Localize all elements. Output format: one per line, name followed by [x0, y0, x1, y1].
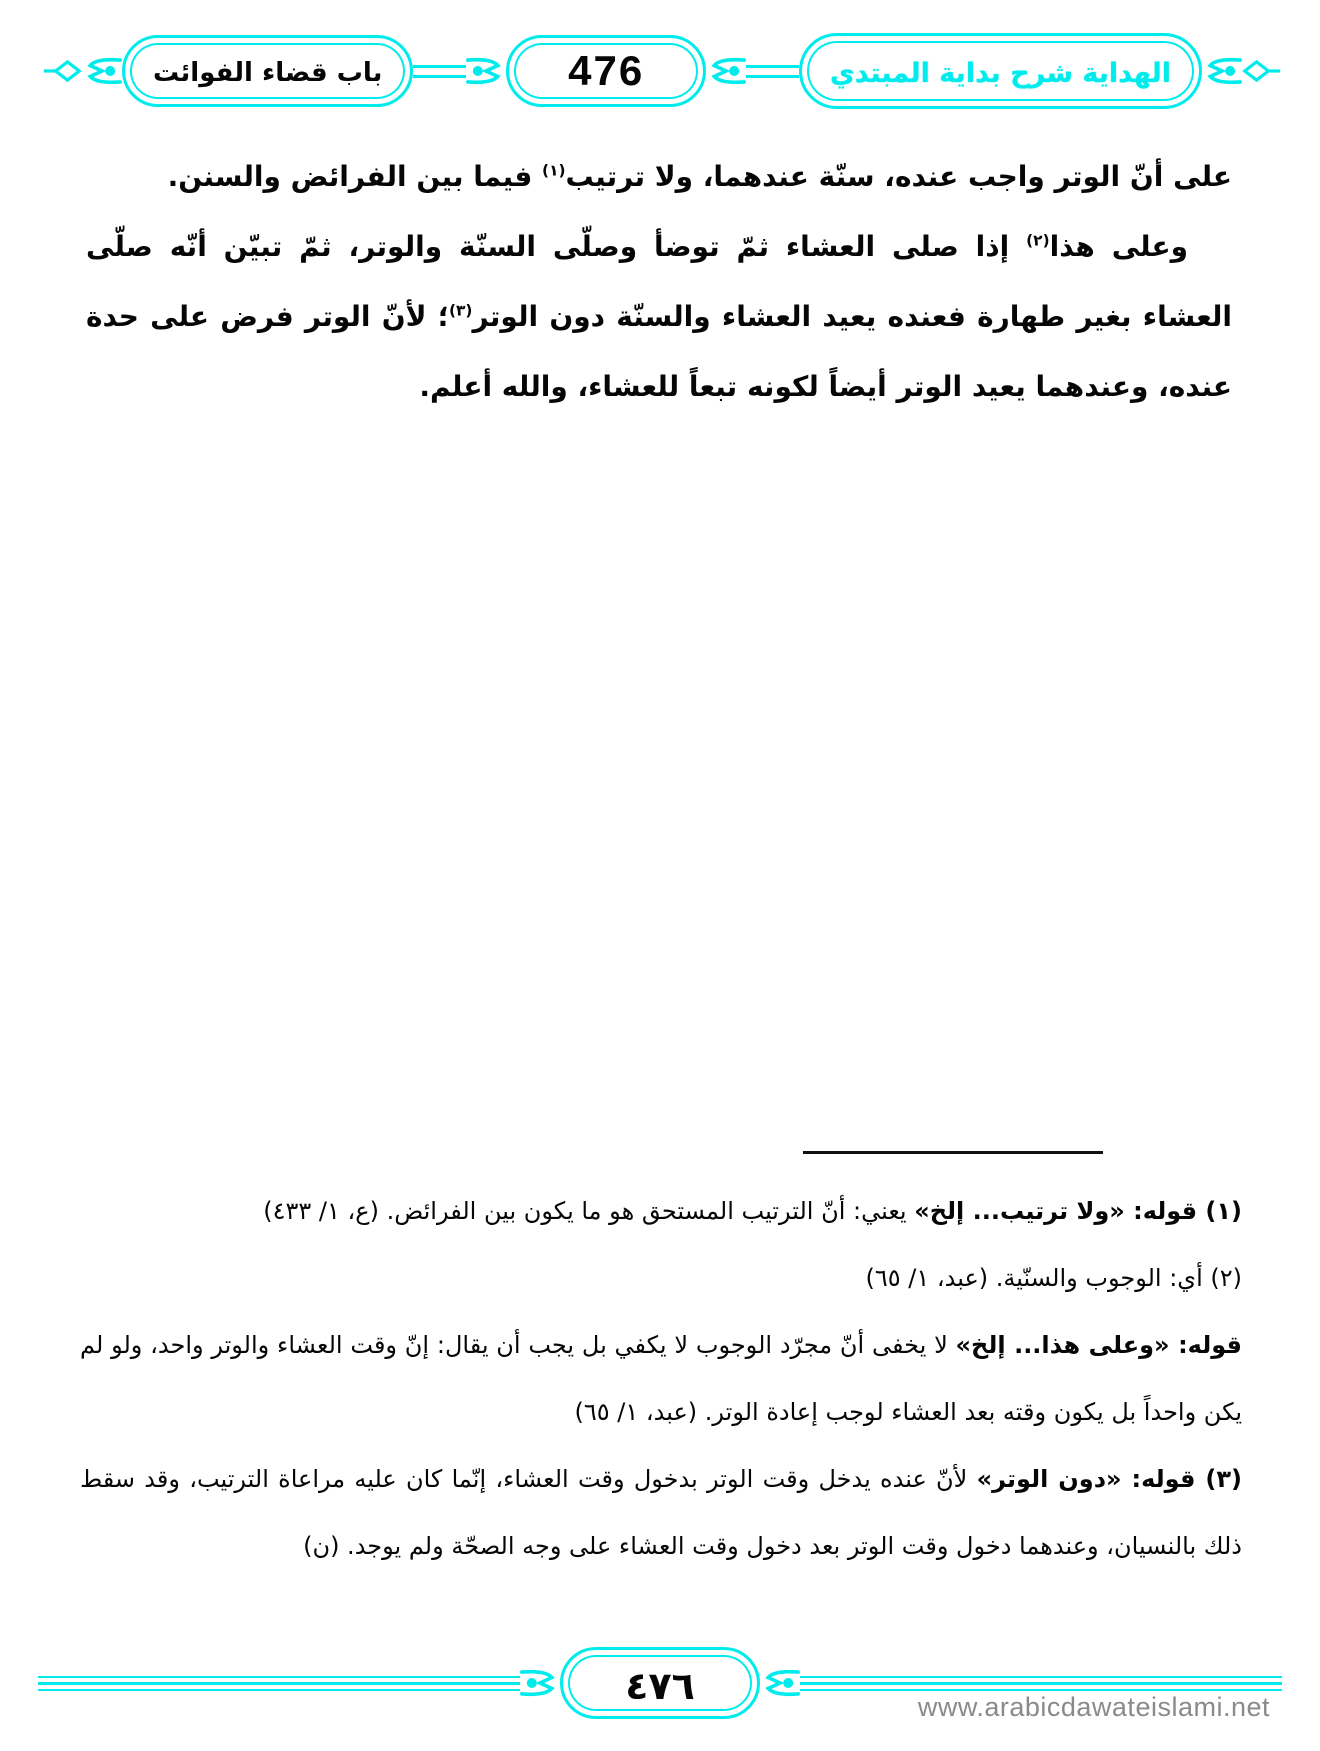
- footnote-2-commentary: قوله: «وعلى هذا... إلخ» لا يخفى أنّ مجرّد الوجوب لا يكفي بل يجب أن يقال: إنّ وقت العشاء والوتر واحد، ولو لم يكن واحداً بل يكون وقته بعد العشاء لوجب إعادة الوتر. (عبد، ١/ ٦٥): [80, 1331, 1242, 1426]
- footer-page-number: ٤٧٦: [625, 1664, 695, 1708]
- chapter-title-capsule: [122, 35, 413, 107]
- body-paragraph: وعلى هذا$^{(٢)}$ إذا صلى العشاء ثمّ توضأ وصلّى السنّة والوتر، ثمّ تبيّن أنّه صلّى العشاء بغير طهارة فعنده يعيد العشاء والسنّة دون الوتر$^{(٣)}$؛ لأنّ الوتر فرض على حدة عنده، وعندهما يعيد الوتر أيضاً لكونه تبعاً للعشاء، والله أعلم.: [86, 230, 1232, 403]
- body-paragraph: على أنّ الوتر واجب عنده، سنّة عندهما، ولا ترتيب$^{(١)}$ فيما بين الفرائض والسنن.: [167, 160, 1232, 193]
- footnotes: [80, 1178, 1242, 1580]
- header-line: [413, 65, 466, 78]
- ornament-clamp-icon: [760, 1668, 800, 1698]
- website-url: www.arabicdawateislami.net: [917, 1692, 1270, 1722]
- chapter-title: باب قضاء الفوائت: [153, 58, 383, 88]
- footer-line: [38, 1676, 520, 1691]
- book-title-capsule: [799, 33, 1202, 109]
- book-title: الهداية شرح بداية المبتدي: [830, 57, 1171, 89]
- ornament-clamp-icon: [1202, 56, 1242, 86]
- header-line: [746, 65, 799, 78]
- ornament-clamp-icon: [466, 56, 506, 86]
- page-number: 476: [568, 47, 645, 94]
- footnote-separator: [803, 1151, 1103, 1154]
- spear-end-icon: [42, 56, 82, 86]
- body-text: [86, 142, 1232, 422]
- footnote-2: (٢) أي: الوجوب والسنّية. (عبد، ١/ ٦٥): [865, 1264, 1242, 1292]
- ornament-clamp-icon: [520, 1668, 560, 1698]
- spear-end-icon: [1242, 56, 1282, 86]
- header-rule: [42, 30, 1282, 112]
- page-number-capsule: [506, 35, 706, 107]
- ornament-clamp-icon: [82, 56, 122, 86]
- footer-line: [800, 1676, 1282, 1691]
- footnote-3: (٣) قوله: «دون الوتر» لأنّ عنده يدخل وقت الوتر بدخول وقت العشاء، إنّما كان عليه مراعاة الترتيب، وقد سقط ذلك بالنسيان، وعندهما دخول وقت الوتر بعد دخول وقت العشاء على وجه الصحّة ولم يوجد. (ن): [80, 1465, 1242, 1560]
- ornament-clamp-icon: [706, 56, 746, 86]
- footnote-1: (١) قوله: «ولا ترتيب... إلخ» يعني: أنّ الترتيب المستحق هو ما يكون بين الفرائض. (ع، ١/ ٤٣٣): [263, 1197, 1242, 1225]
- footer-page-number-capsule: [560, 1647, 760, 1719]
